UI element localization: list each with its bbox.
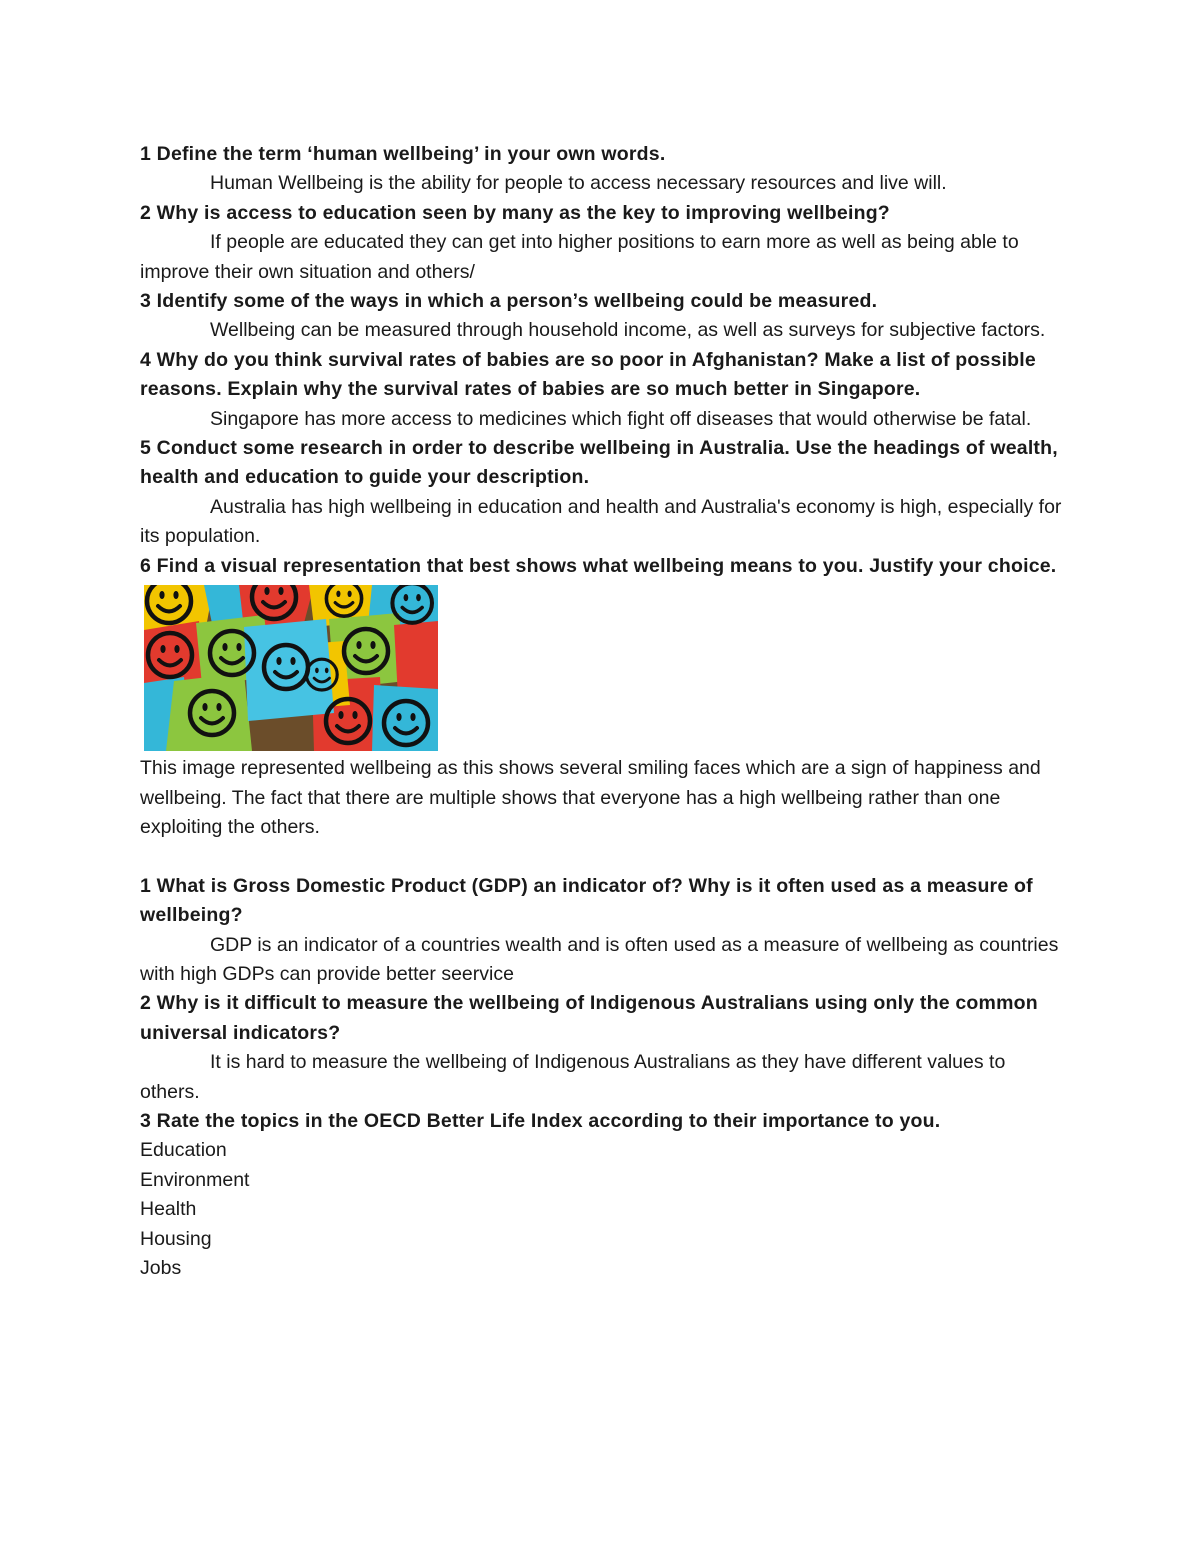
- answer-4: Singapore has more access to medicines which fight off diseases that would otherwise be fatal.: [210, 407, 1032, 430]
- gdp-question-3: 3 Rate the topics in the OECD Better Life Index according to their importance to you.: [140, 1109, 941, 1132]
- question-5: 5 Conduct some research in order to describe wellbeing in Australia. Use the headings of wealth, health and education to guide your description.: [140, 437, 1058, 489]
- oecd-topic-item: Jobs: [140, 1256, 182, 1279]
- document-page: [140, 140, 1065, 1283]
- answer-2: If people are educated they can get into higher positions to earn more as well as being able to improve their own situation and others/: [140, 231, 1019, 283]
- question-6: 6 Find a visual representation that best shows what wellbeing means to you. Justify your choice.: [140, 554, 1057, 577]
- oecd-topic-item: Housing: [140, 1227, 212, 1250]
- question-1: 1 Define the term ‘human wellbeing’ in your own words.: [140, 143, 666, 165]
- section-spacer: [140, 842, 1065, 871]
- question-3: 3 Identify some of the ways in which a person’s wellbeing could be measured.: [140, 290, 878, 313]
- answer-6: This image represented wellbeing as this shows several smiling faces which are a sign of happiness and wellbeing. The fact that there are multiple shows that everyone has a high wellbeing rather than one exploiting the others.: [140, 757, 1041, 838]
- gdp-answer-2: It is hard to measure the wellbeing of Indigenous Australians as they have different values to others.: [140, 1051, 1006, 1103]
- answer-3: Wellbeing can be measured through household income, as well as surveys for subjective factors.: [210, 319, 1046, 342]
- question-2: 2 Why is access to education seen by many as the key to improving wellbeing?: [140, 201, 890, 224]
- oecd-topic-item: Health: [140, 1198, 197, 1221]
- answer-1: Human Wellbeing is the ability for people to access necessary resources and live will.: [210, 172, 947, 195]
- answer-5: Australia has high wellbeing in education and health and Australia's economy is high, especially for its population.: [140, 495, 1062, 548]
- smiley-sticky-notes-image: [144, 585, 438, 751]
- gdp-answer-1: GDP is an indicator of a countries wealth and is often used as a measure of wellbeing as countries with high GDPs can provide better seervice: [140, 933, 1059, 985]
- oecd-topic-item: Environment: [140, 1168, 250, 1191]
- oecd-topic-item: Education: [140, 1139, 227, 1162]
- gdp-question-2: 2 Why is it difficult to measure the wellbeing of Indigenous Australians using only the common universal indicators?: [140, 992, 1038, 1044]
- question-4: 4 Why do you think survival rates of babies are so poor in Afghanistan? Make a list of possible reasons. Explain why the survival rates of babies are so much better in Singapore.: [140, 348, 1036, 401]
- gdp-question-1: 1 What is Gross Domestic Product (GDP) an indicator of? Why is it often used as a measure of wellbeing?: [140, 874, 1033, 927]
